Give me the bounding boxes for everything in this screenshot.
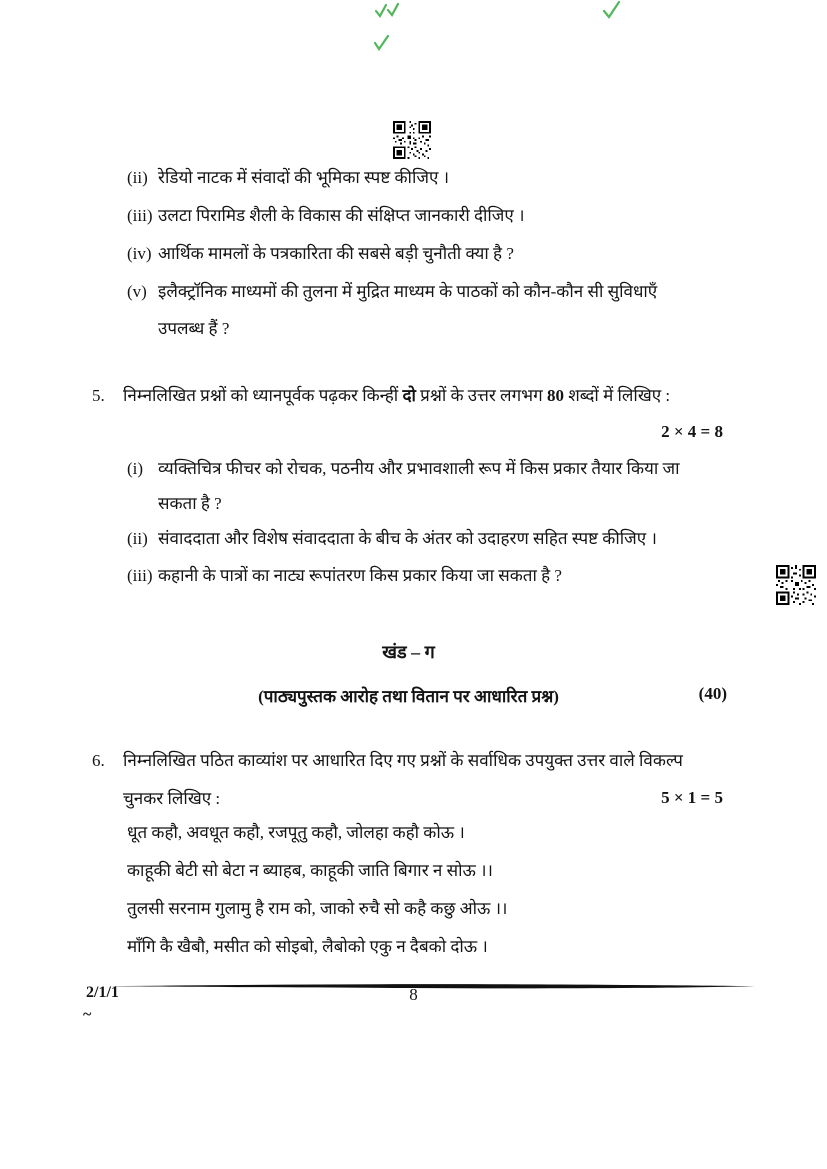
item-label: (iv) (127, 244, 152, 263)
question-item (127, 205, 525, 227)
item-label: (iii) (127, 566, 153, 585)
item-text-wrap: उपलब्ध हैं ? (158, 319, 230, 338)
question-number: 6. (92, 751, 105, 770)
item-text: रेडियो नाटक में संवादों की भूमिका स्पष्ट कीजिए । (158, 168, 450, 187)
check-mark-icon (373, 34, 392, 56)
question-item (127, 458, 680, 480)
question-text: निम्नलिखित पठित काव्यांश पर आधारित दिए गए प्रश्नों के सर्वाधिक उपयुक्त उत्तर वाले विकल्प (123, 751, 683, 770)
section-subheading: (पाठ्यपुस्तक आरोह तथा वितान पर आधारित प्रश्न) (258, 687, 559, 706)
item-text: आर्थिक मामलों के पत्रकारिता की सबसे बड़ी चुनौती क्या है ? (158, 244, 514, 263)
section-marks: (40) (698, 684, 727, 703)
item-label: (v) (127, 282, 147, 301)
poem-line: धूत कहौ, अवधूत कहौ, रजपूतु कहौ, जोलहा कहौ कोऊ । (127, 823, 465, 842)
question-item (127, 528, 657, 550)
check-mark-icon (375, 2, 401, 24)
qr-code-icon (393, 121, 431, 159)
question-5 (92, 385, 670, 407)
question-item (127, 243, 514, 265)
qr-code-icon (776, 565, 816, 605)
question-item (127, 167, 449, 189)
question-item (127, 281, 657, 303)
check-mark-icon (602, 0, 622, 24)
poem-line: काहूकी बेटी सो बेटा न ब्याहब, काहूकी जाति बिगार न सोऊ ।। (127, 861, 493, 880)
page-number: 8 (409, 985, 418, 1004)
question-text-wrap: चुनकर लिखिए : (123, 789, 221, 808)
question-number: 5. (92, 386, 105, 405)
poem-line: तुलसी सरनाम गुलामु है राम को, जाको रुचै सो कहै कछु ओऊ ।। (127, 899, 508, 918)
item-text: संवाददाता और विशेष संवाददाता के बीच के अंतर को उदाहरण सहित स्पष्ट कीजिए । (158, 529, 657, 548)
question-6 (92, 750, 683, 772)
item-text: कहानी के पात्रों का नाट्य रूपांतरण किस प्रकार किया जा सकता है ? (158, 566, 562, 585)
item-text: इलैक्ट्रॉनिक माध्यमों की तुलना में मुद्रित माध्यम के पाठकों को कौन-कौन सी सुविधाएँ (158, 282, 658, 301)
item-label: (i) (127, 459, 144, 478)
marks-scheme: 5 × 1 = 5 (661, 788, 723, 807)
poem-line: माँगि कै खैबौ, मसीत को सोइबो, लैबोको एकु न दैबको दोऊ । (127, 937, 488, 956)
marks-scheme: 2 × 4 = 8 (661, 422, 723, 441)
item-text-wrap: सकता है ? (158, 494, 222, 513)
paper-code: 2/1/1 (86, 984, 119, 1001)
question-item (127, 565, 562, 587)
item-label: (ii) (127, 529, 148, 548)
section-heading: खंड – ग (382, 642, 435, 662)
item-label: (iii) (127, 206, 153, 225)
item-text: उलटा पिरामिड शैली के विकास की संक्षिप्त जानकारी दीजिए । (158, 206, 525, 225)
tilde-mark: ~ (83, 1006, 92, 1023)
question-text: निम्नलिखित प्रश्नों को ध्यानपूर्वक पढ़कर किन्हीं दो प्रश्नों के उत्तर लगभग 80 शब्दों में लिखिए : (123, 386, 671, 405)
item-label: (ii) (127, 168, 148, 187)
item-text: व्यक्तिचित्र फीचर को रोचक, पठनीय और प्रभावशाली रूप में किस प्रकार तैयार किया जा (158, 459, 680, 478)
